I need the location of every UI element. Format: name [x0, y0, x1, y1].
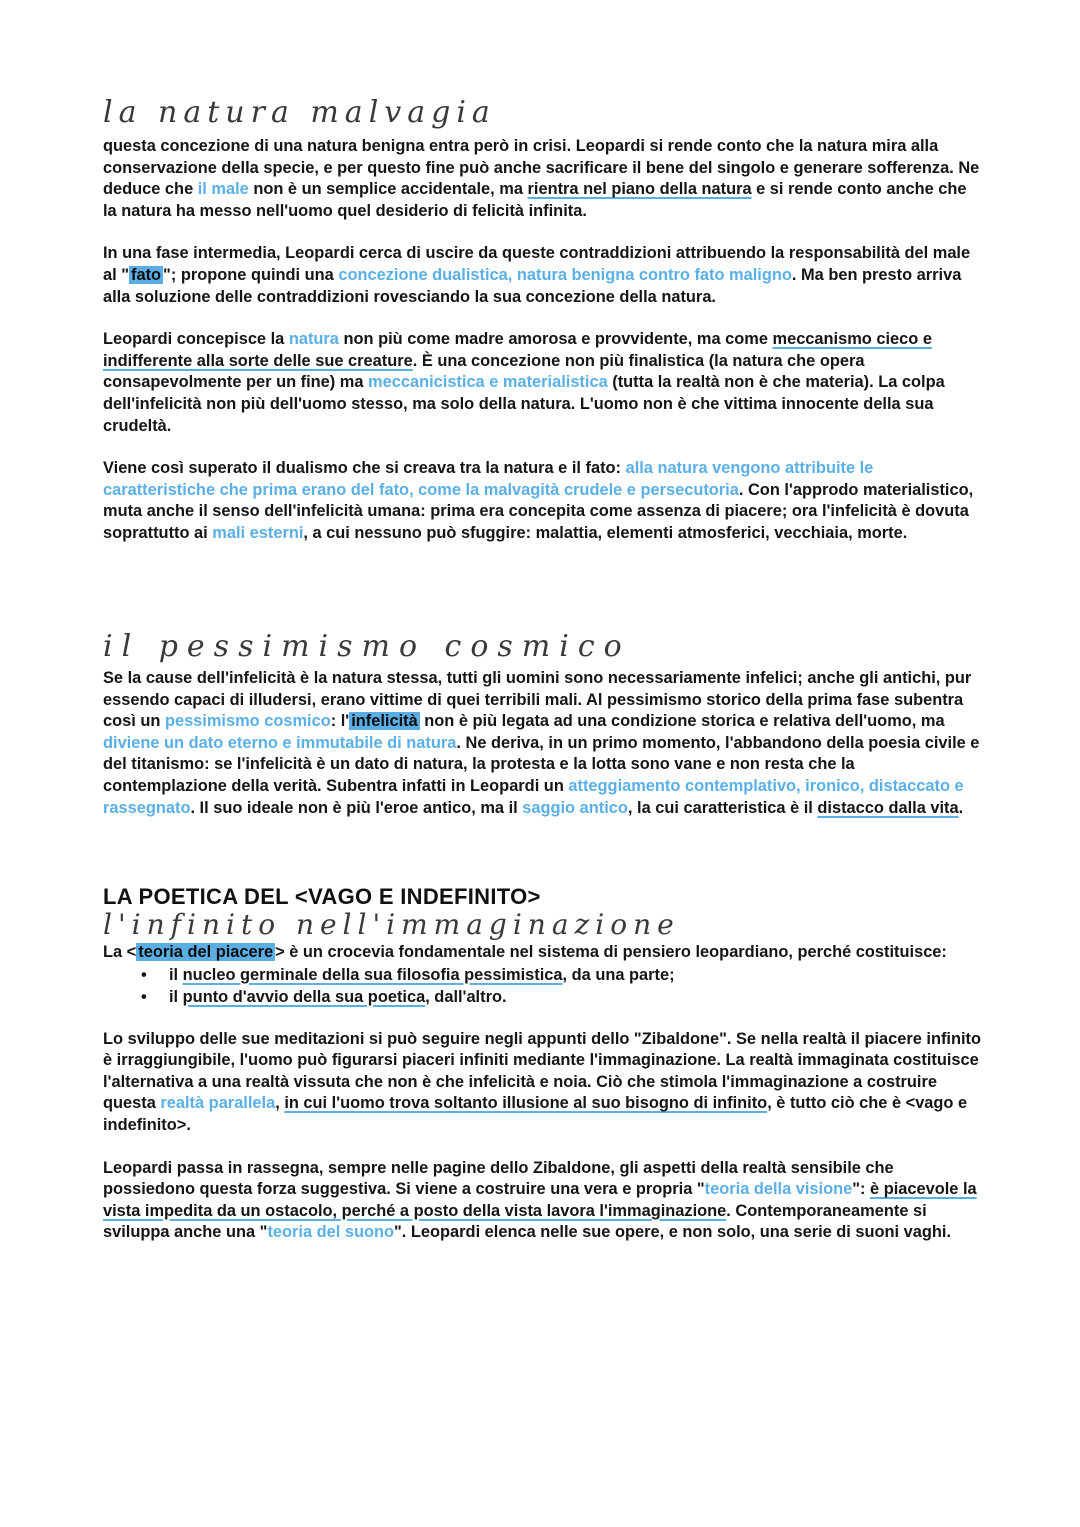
keyword: meccanicistica e materialistica	[368, 373, 608, 392]
text: il	[169, 987, 183, 1006]
text: > è un crocevia fondamentale nel sistema di pensiero leopardiano, perché costituisce:	[275, 943, 947, 961]
highlighted-word: fato	[131, 265, 162, 284]
highlighted-phrase: teoria del piacere	[138, 943, 274, 961]
text: .	[958, 798, 964, 817]
underlined-phrase: distacco dalla vita	[817, 798, 959, 817]
text: Lo sviluppo delle sue meditazioni si può seguire negli appunti dello "Zibaldone". Se nella realtà il piacere infinito è irraggiungibile, l'uomo può figurarsi piaceri infiniti mediante l'immaginazione. La realtà immaginata costituisce l'alternativa a una realtà vissuta che non è che infelicità e noia. Ciò che stimola l'immaginazione a costruire questa	[103, 1029, 982, 1113]
text: "; propone quindi una	[163, 265, 339, 284]
text: ,	[275, 1094, 285, 1113]
list-item	[169, 964, 983, 986]
paragraph	[103, 942, 983, 964]
keyword: pessimismo cosmico	[164, 712, 331, 731]
text: (tutta la realtà non è che materia). La colpa dell'infelicità non più dell'uomo stesso, ma solo della natura. L'uomo non è che vittima innocente della sua crudeltà.	[103, 373, 945, 435]
underlined-phrase: punto d'avvio della sua poetica	[182, 987, 426, 1006]
text: il	[169, 965, 183, 984]
text: , è tutto ciò che è <vago e indefinito>.	[103, 1094, 968, 1134]
text: Leopardi passa in rassegna, sempre nelle pagine dello Zibaldone, gli aspetti della realtà sensibile che possiedono questa forza suggestiva. Si viene a costruire una vera e propria "	[103, 1158, 894, 1199]
text: . Ma ben presto arriva alla soluzione delle contraddizioni rovesciando la sua concezione della natura.	[103, 265, 962, 306]
section-title: la natura malvagia	[103, 95, 496, 130]
highlighted-word: infelicità	[351, 712, 418, 731]
keyword: diviene un dato eterno e immutabile di natura	[103, 733, 457, 752]
text: ". Leopardi elenca nelle sue opere, e non solo, una serie di suoni vaghi.	[394, 1223, 952, 1242]
text: e si rende conto anche che la natura ha messo nell'uomo quel desiderio di felicità infinita.	[103, 180, 967, 220]
keyword: alla natura vengono attribuite le caratteristiche che prima erano del fato, come la malvagità crudele e persecutoria	[103, 459, 874, 499]
bullet-list	[103, 964, 983, 1008]
paragraph	[103, 668, 983, 819]
text: Leopardi concepisce la	[103, 330, 289, 349]
section-poetica-vago-indefinito	[103, 884, 983, 1244]
underlined-phrase: è piacevole la vista impedita da un ostacolo, perché a posto della vista lavora l'immaginazione	[103, 1180, 977, 1220]
text: , dall'altro.	[425, 987, 507, 1006]
section-title: il pessimismo cosmico	[103, 629, 631, 664]
text: . Con l'approdo materialistico, muta anche il senso dell'infelicità umana: prima era concepita come assenza di piacere; ora l'infelicità è dovuta soprattutto ai	[103, 480, 974, 542]
section-pessimismo-cosmico	[103, 630, 983, 819]
text: . Il suo ideale non è più l'eroe antico, ma il	[190, 798, 523, 817]
keyword: atteggiamento contemplativo, ironico, distaccato e rassegnato	[103, 776, 964, 817]
keyword: teoria della visione	[704, 1180, 853, 1199]
underlined-phrase: rientra nel piano della natura	[527, 180, 752, 199]
section-natura-malvagia	[103, 96, 983, 545]
paragraph	[103, 329, 983, 437]
text: non è un semplice accidentale, ma	[248, 180, 528, 199]
paragraph	[103, 243, 983, 308]
paragraph	[103, 458, 983, 544]
keyword: saggio antico	[522, 798, 628, 817]
text: non è più legata ad una condizione storica e relativa dell'uomo, ma	[419, 712, 945, 731]
keyword: il male	[197, 180, 249, 199]
keyword: mali esterni	[212, 523, 304, 542]
keyword: teoria del suono	[267, 1223, 395, 1242]
underlined-phrase: in cui l'uomo trova soltanto illusione al suo bisogno di infinito	[284, 1094, 768, 1113]
text: : l'	[330, 712, 350, 731]
text: Se la cause dell'infelicità è la natura stessa, tutti gli uomini sono necessariamente infelici; anche gli antichi, pur essendo capaci di illudersi, erano vittime di quei terribili mali. Al pessimismo storico della prima fase subentra così un	[103, 669, 972, 731]
text: In una fase intermedia, Leopardi cerca di uscire da queste contraddizioni attribuendo la responsabilità del male al "	[103, 244, 971, 284]
keyword: realtà parallela	[160, 1094, 276, 1113]
text: ":	[852, 1180, 871, 1199]
underlined-phrase: nucleo germinale della sua filosofia pessimistica	[182, 965, 563, 984]
list-item	[169, 986, 983, 1008]
keyword: natura	[288, 330, 339, 349]
section-title: l'infinito nell'immaginazione	[103, 908, 680, 941]
text: questa concezione di una natura benigna entra però in crisi. Leopardi si rende conto che la natura mira alla conservazione della specie, e per questo fine può anche sacrificare il bene del singolo e generare sofferenza. Ne deduce che	[103, 137, 980, 199]
text: La <	[103, 943, 137, 961]
paragraph	[103, 136, 983, 222]
paragraph	[103, 1029, 983, 1137]
text: , da una parte;	[562, 965, 675, 984]
text: . È una concezione non più finalistica (la natura che opera consapevolmente per un fine) ma	[103, 351, 865, 392]
chapter-heading: LA POETICA DEL <VAGO E INDEFINITO>	[103, 884, 541, 909]
text: , la cui caratteristica è il	[627, 798, 818, 817]
underlined-phrase: meccanismo cieco e indifferente alla sorte delle sue creature	[103, 330, 932, 370]
keyword: concezione dualistica, natura benigna contro fato maligno	[338, 265, 792, 284]
text: . Ne deriva, in un primo momento, l'abbandono della poesia civile e del titanismo: se l'infelicità è un dato di natura, la protesta e la lotta sono vane e non resta che la contemplazione della verità. Subentra infatti in Leopardi un	[103, 733, 980, 795]
text: . Contemporaneamente si sviluppa anche una "	[103, 1201, 927, 1242]
text: Viene così superato il dualismo che si creava tra la natura e il fato:	[103, 459, 626, 478]
text: , a cui nessuno può sfuggire: malattia, elementi atmosferici, vecchiaia, morte.	[303, 523, 908, 542]
text: non più come madre amorosa e provvidente, ma come	[338, 330, 773, 349]
paragraph	[103, 1158, 983, 1244]
